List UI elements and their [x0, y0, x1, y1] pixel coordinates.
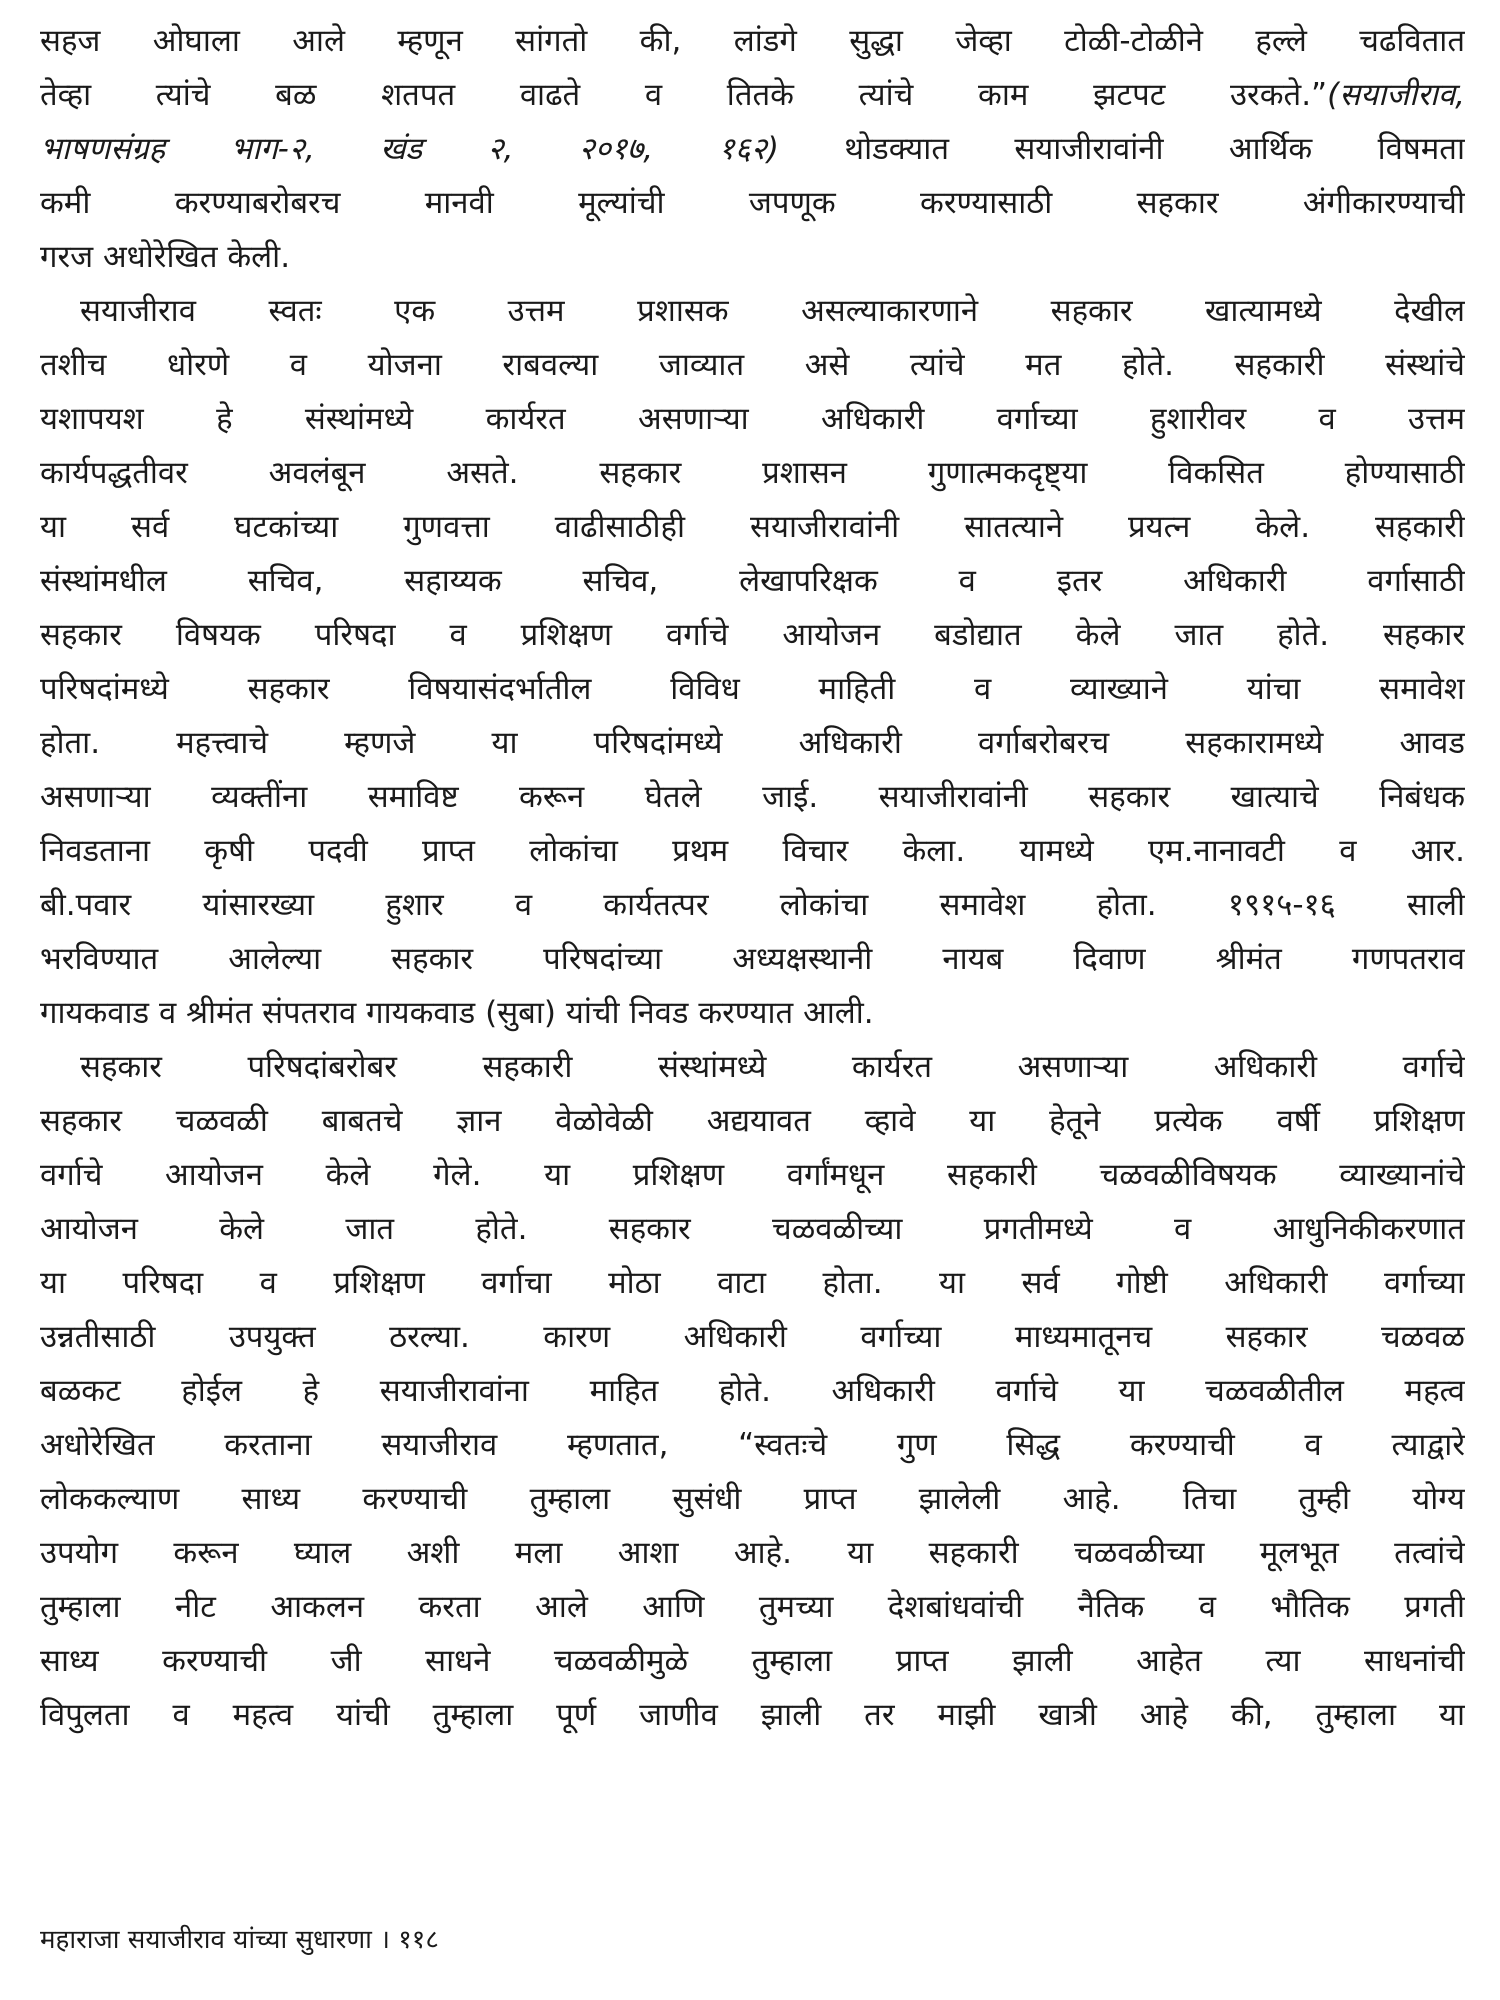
text-line [40, 122, 1465, 176]
text-line: तुम्हाला नीट आकलन करता आले आणि तुमच्या देशबांधवांची नैतिक व भौतिक प्रगती [40, 1589, 1465, 1625]
text-line: असणाऱ्या व्यक्तींना समाविष्ट करून घेतले जाई. सयाजीरावांनी सहकार खात्याचे निबंधक [40, 779, 1465, 815]
text-line: साध्य करण्याची जी साधने चळवळीमुळे तुम्हाला प्राप्त झाली आहेत त्या साधनांची [40, 1643, 1465, 1679]
text-line: उपयोग करून घ्याल अशी मला आशा आहे. या सहकारी चळवळीच्या मूलभूत तत्वांचे [40, 1535, 1465, 1571]
text-line: या सर्व घटकांच्या गुणवत्ता वाढीसाठीही सयाजीरावांनी सातत्याने प्रयत्न केले. सहकारी [40, 509, 1465, 545]
text-line: अधोरेखित करताना सयाजीराव म्हणतात, “स्वतःचे गुण सिद्ध करण्याची व त्याद्वारे [40, 1427, 1465, 1463]
paragraph-2 [40, 284, 1465, 1040]
text-line: भरविण्यात आलेल्या सहकार परिषदांच्या अध्यक्षस्थानी नायब दिवाण श्रीमंत गणपतराव [40, 941, 1465, 977]
paragraph-3 [40, 1040, 1465, 1742]
paragraph-1 [40, 14, 1465, 284]
text-line: कमी करण्याबरोबरच मानवी मूल्यांची जपणूक करण्यासाठी सहकार अंगीकारण्याची [40, 185, 1465, 221]
text-line: आयोजन केले जात होते. सहकार चळवळीच्या प्रगतीमध्ये व आधुनिकीकरणात [40, 1211, 1465, 1247]
text-line: या परिषदा व प्रशिक्षण वर्गाचा मोठा वाटा होता. या सर्व गोष्टी अधिकारी वर्गाच्या [40, 1265, 1465, 1301]
text-line: गायकवाड व श्रीमंत संपतराव गायकवाड (सुबा) यांची निवड करण्यात आली. [40, 995, 874, 1031]
text-span: तेव्हा त्यांचे बळ शतपत वाढते व तितके त्यांचे काम झटपट उरकते.” [40, 77, 1328, 113]
text-line: निवडताना कृषी पदवी प्राप्त लोकांचा प्रथम विचार केला. यामध्ये एम.नानावटी व आर. [40, 833, 1465, 869]
text-line: संस्थांमधील सचिव, सहाय्यक सचिव, लेखापरिक्षक व इतर अधिकारी वर्गासाठी [40, 563, 1465, 599]
text-line: कार्यपद्धतीवर अवलंबून असते. सहकार प्रशासन गुणात्मकदृष्ट्या विकसित होण्यासाठी [40, 455, 1465, 491]
citation: (सयाजीराव, [1327, 77, 1465, 113]
text-line [40, 68, 1465, 122]
text-line: सहकार विषयक परिषदा व प्रशिक्षण वर्गाचे आयोजन बडोद्यात केले जात होते. सहकार [40, 617, 1465, 653]
text-line: बळकट होईल हे सयाजीरावांना माहित होते. अधिकारी वर्गाचे या चळवळीतील महत्व [40, 1373, 1465, 1409]
text-line: होता. महत्त्वाचे म्हणजे या परिषदांमध्ये अधिकारी वर्गाबरोबरच सहकारामध्ये आवड [40, 725, 1465, 761]
text-line: उन्नतीसाठी उपयुक्त ठरल्या. कारण अधिकारी वर्गाच्या माध्यमातूनच सहकार चळवळ [40, 1319, 1465, 1355]
text-line: लोककल्याण साध्य करण्याची तुम्हाला सुसंधी प्राप्त झालेली आहे. तिचा तुम्ही योग्य [40, 1481, 1465, 1517]
page-body [40, 14, 1465, 1742]
text-span: थोडक्यात सयाजीरावांनी आर्थिक विषमता [778, 131, 1465, 167]
text-line: परिषदांमध्ये सहकार विषयासंदर्भातील विविध माहिती व व्याख्याने यांचा समावेश [40, 671, 1465, 707]
page-footer: महाराजा सयाजीराव यांच्या सुधारणा । ११८ [40, 1925, 439, 1955]
text-line: वर्गाचे आयोजन केले गेले. या प्रशिक्षण वर्गांमधून सहकारी चळवळीविषयक व्याख्यानांचे [40, 1157, 1465, 1193]
citation: भाषणसंग्रह भाग-२, खंड २, २०१७, १६२) [40, 131, 779, 167]
text-line: सहज ओघाला आले म्हणून सांगतो की, लांडगे सुद्धा जेव्हा टोळी-टोळीने हल्ले चढवितात [40, 23, 1465, 59]
text-line: विपुलता व महत्व यांची तुम्हाला पूर्ण जाणीव झाली तर माझी खात्री आहे की, तुम्हाला या [40, 1697, 1465, 1733]
text-line: सहकार चळवळी बाबतचे ज्ञान वेळोवेळी अद्ययावत व्हावे या हेतूने प्रत्येक वर्षी प्रशिक्षण [40, 1103, 1465, 1139]
text-line: सहकार परिषदांबरोबर सहकारी संस्थांमध्ये कार्यरत असणाऱ्या अधिकारी वर्गाचे [80, 1049, 1465, 1085]
text-line: यशापयश हे संस्थांमध्ये कार्यरत असणाऱ्या अधिकारी वर्गाच्या हुशारीवर व उत्तम [40, 401, 1465, 437]
text-line: तशीच धोरणे व योजना राबवल्या जाव्यात असे त्यांचे मत होते. सहकारी संस्थांचे [40, 347, 1465, 383]
text-line: सयाजीराव स्वतः एक उत्तम प्रशासक असल्याकारणाने सहकार खात्यामध्ये देखील [80, 293, 1465, 329]
text-line: बी.पवार यांसारख्या हुशार व कार्यतत्पर लोकांचा समावेश होता. १९१५-१६ साली [40, 887, 1465, 923]
text-line: गरज अधोरेखित केली. [40, 239, 291, 275]
